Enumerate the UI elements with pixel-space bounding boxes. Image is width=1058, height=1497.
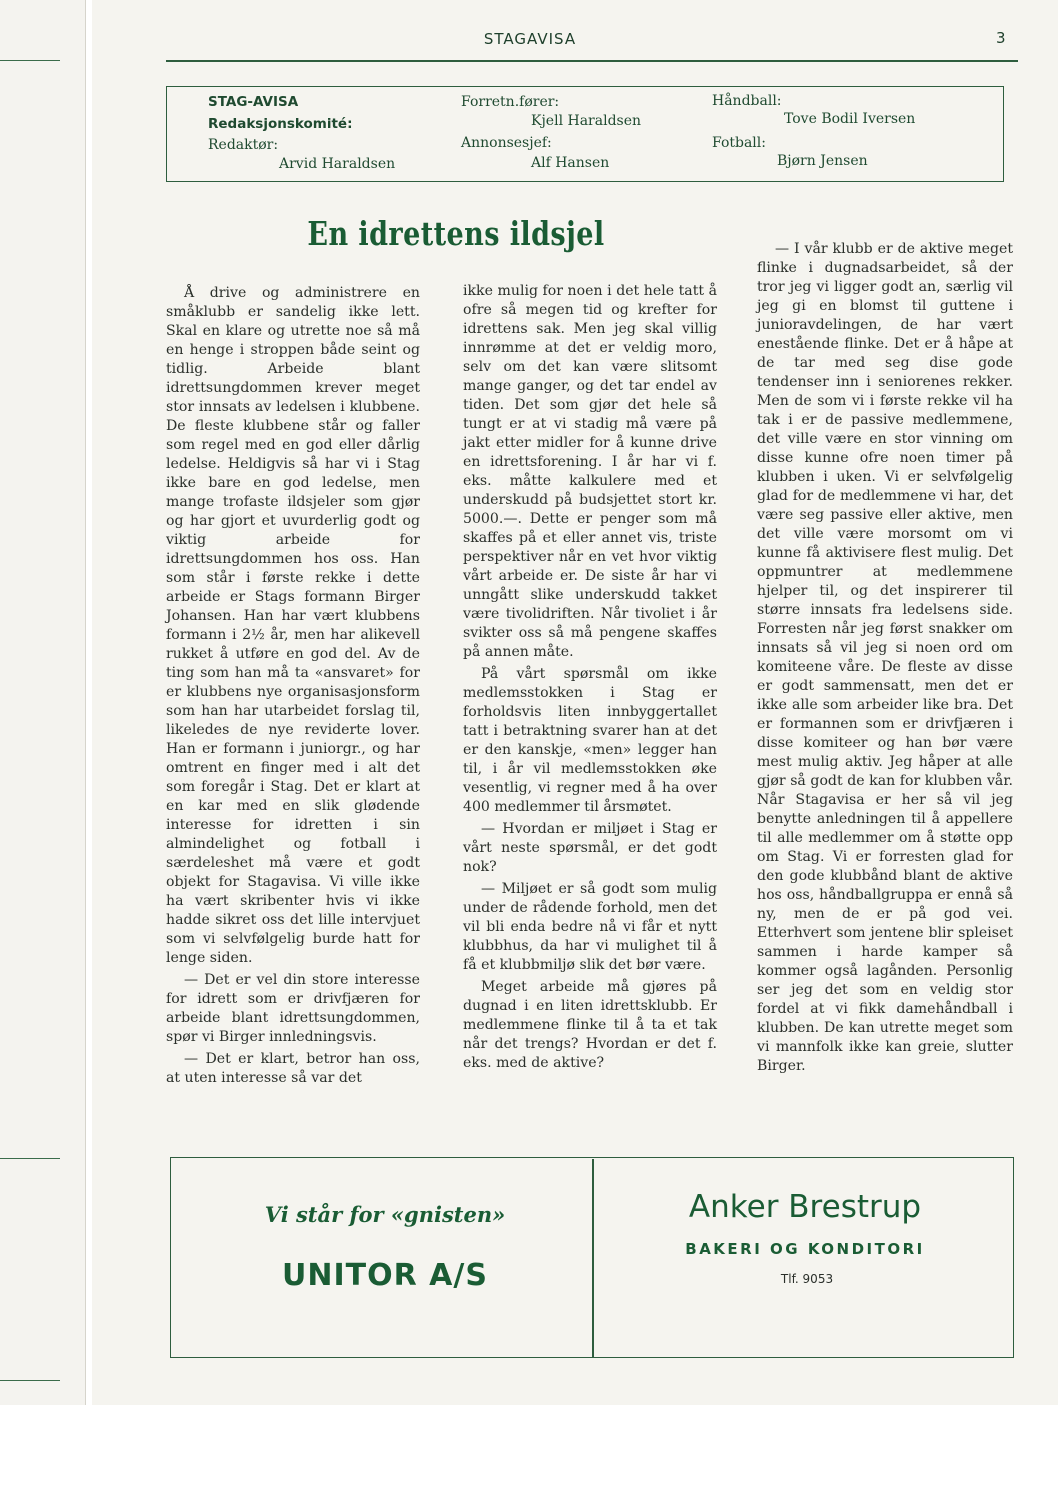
article-paragraph: ikke mulig for noen i det hele tatt å ofre så megen tid og krefter for idrettens sak. Men jeg skal villig innrømme at det er veldig moro, selv om det kan være slitsomt mange ganger, og det tar endel av tiden. Det som gjør det hele så tungt er at vi stadig må være på jakt etter midler for å kunne drive en idrettsforening. I år har vi f. eks. måtte kalkulere med et underskudd på budsjettet stort kr. 5000.—. Dette er penger som må skaffes på et eller annet vis, triste perspektiver når en vet hvor viktig vårt arbeide er. De siste år har vi unngått slike underskudd takket være tivolidriften. Når tivoliet i år svikter oss så må pengene skaffes på annen måte. — [463, 283, 717, 660]
article-paragraph: — Miljøet er så godt som mulig under de rådende forhold, men det vil bli enda bedre nå vi får et nytt klubbhus, da har vi mulighet til å få et klubbmiljø slik det bør være. — [463, 881, 717, 973]
article-paragraph: På vårt spørsmål om ikke medlemsstokken i Stag er forholdsvis liten innbyggertallet tatt i betraktning svarer han at det er den kanskje, «men» legger han til, i år vil medlemsstokken øke vesentlig, vi regner med å ha over 400 medlemmer til årsmøtet. — [463, 666, 717, 815]
header-rule — [166, 60, 1018, 62]
masthead-ads-name: Alf Hansen — [531, 155, 610, 171]
previous-page-rule — [0, 60, 60, 61]
article-paragraph: Å drive og administrere en småklubb er sandelig ikke lett. Skal en klare og utrette noe så må en henge i stroppen både seint og tidlig. Arbeide blant idrettsungdommen krever meget stor innsats av ledelsen i klubbene. De fleste klubbene står og faller som regel med en god eller dårlig ledelse. Heldigvis så har vi i Stag ikke bare en god ledelse, men mange trofaste ildsjeler som gjør og har gjort et uvurderlig godt og viktig arbeide for idrettsungdommen hos oss. Han som står i første rekke i dette arbeide er Stags formann Birger Johansen. Han har vært klubbens formann i 2½ år, men har alikevell rukket å utføre en god del. Av de ting som han må ta «ansvaret» for er klubbens nye organisasjonsform som han har utarbeidet forslag til, likeledes de nye reviderte lover. Han er formann i juniorgr., og har omtrent en finger med i alt det som foregår i Stag. Det er klart at en kar med en slik glødende interesse for idretten i sin almindelighet og fotball i særdeleshet må være et godt objekt for Stagavisa. Vi ville ikke ha vært skribenter hvis vi ikke hadde sikret oss det lille intervjuet som vi selvfølgelig burde hatt for lenge siden. — [166, 285, 420, 966]
article-paragraph: Meget arbeide må gjøres på dugnad i en liten idrettsklubb. Er medlemmene flinke til å ta et tak når det trengs? Hvordan er det f. eks. med de aktive? — [463, 979, 717, 1071]
masthead-handball-role: Håndball: — [712, 93, 782, 109]
article-paragraph: — Det er klart, betror han oss, at uten interesse så var det — [166, 1051, 420, 1086]
anker-brestrup-name: Anker Brestrup — [688, 1189, 922, 1225]
previous-page-rule — [0, 1158, 60, 1159]
bakery-phone: Tlf. 9053 — [780, 1272, 834, 1286]
advertisement-divider — [592, 1159, 594, 1357]
article-column-3 — [757, 240, 1013, 1076]
previous-page-edge — [0, 0, 86, 1405]
page-number: 3 — [996, 29, 1006, 47]
article-paragraph: — I vår klubb er de aktive meget flinke i dugnadsarbeidet, så der tror jeg vi ligger godt an, særlig vil jeg gi en blomst til guttene i junioravdelingen, de har vært enestående flinke. Det er å håpe at de tar med seg dise gode tendenser inn i seniorenes rekker. Men de som vi i første rekke vil ha tak i er de passive medlemmene, det ville være en stor vinning om disse kunne ofre noen timer på klubben i uken. Vi er selvfølgelig glad for de medlemmene vi har, det være seg passive eller aktive, men det ville være morsomt om vi kunne få aktivisere flest mulig. Det oppmuntrer at medlemmene hjelper til, og det inspirerer til større innsats fra ledelsens side. Forresten når jeg først snakker om innsats så vil jeg si noen ord om komiteene våre. De fleste av disse er godt sammensatt, men det er ikke alle som arbeider like bra. Det er formannen som er drivfjæren i disse komiteer og han bør være mest mulig aktiv. Jeg håper at alle gjør så godt de kan for klubben vår. Når Stagavisa er her så vil jeg benytte anledningen til å appellere til alle medlemmer om å støtte opp om Stag. Vi er forresten glad for den gode klubbånd blant de aktive hos oss, håndballgruppa er ennå så ny, men de er på god vei. Etterhvert som jentene blir spleiset sammen i harde kamper så kommer også lagånden. Personlig ser jeg det som en veldig stor fordel at vi fikk damehåndball i klubben. De kan utrette meget som vi mannfolk ikke kan greie, slutter Birger. — [757, 241, 1013, 1074]
running-title: STAGAVISA — [483, 30, 577, 48]
article-column-2 — [463, 282, 717, 1073]
masthead-paper-name: STAG-AVISA — [208, 94, 299, 110]
previous-page-rule — [0, 1380, 60, 1381]
masthead-editor-name: Arvid Haraldsen — [279, 156, 396, 172]
masthead-editor-role: Redaktør: — [208, 137, 279, 153]
masthead-manager-role: Forretn.fører: — [461, 94, 560, 110]
article-paragraph: — Det er vel din store interesse for idrett som er drivfjæren for arbeide blant idrettsungdommen, spør vi Birger innledningsvis. — [166, 972, 420, 1045]
masthead-committee-label: Redaksjonskomité: — [208, 116, 353, 132]
masthead-manager-name: Kjell Haraldsen — [531, 113, 642, 129]
article-column-1 — [166, 284, 420, 1088]
masthead-handball-name: Tove Bodil Iversen — [784, 111, 916, 127]
masthead-ads-role: Annonsesjef: — [461, 135, 552, 151]
bakery-subtitle: BAKERI OG KONDITORI — [685, 1240, 925, 1258]
masthead-football-role: Fotball: — [712, 135, 766, 151]
article-headline: En idrettens ildsjel — [307, 214, 605, 253]
unitor-slogan: Vi står for «gnisten» — [264, 1202, 506, 1227]
scan-margin — [0, 1405, 1058, 1497]
unitor-company-name: UNITOR A/S — [282, 1258, 488, 1293]
article-paragraph: — Hvordan er miljøet i Stag er vårt neste spørsmål, er det godt nok? — [463, 821, 717, 875]
masthead-football-name: Bjørn Jensen — [777, 153, 868, 169]
